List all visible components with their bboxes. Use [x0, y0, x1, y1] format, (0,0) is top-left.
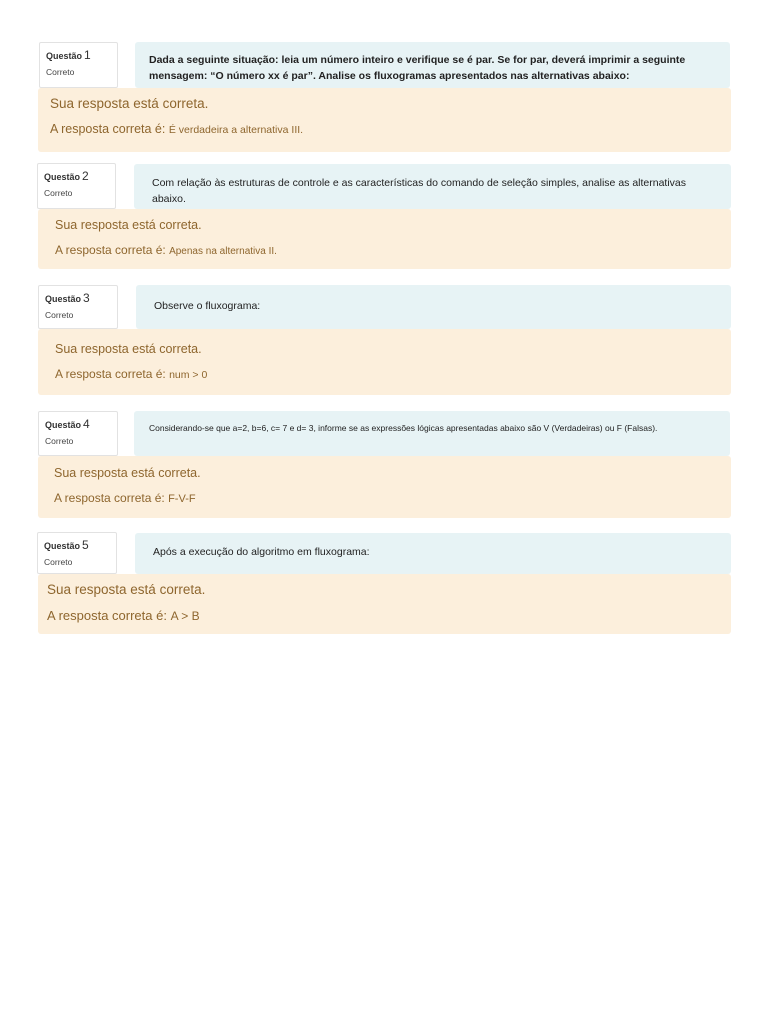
question-text [135, 533, 731, 574]
question-info [37, 163, 116, 209]
question-label: Questão [45, 420, 82, 430]
question-text-content: Após a execução do algoritmo em fluxograma: [153, 546, 370, 558]
question-number [45, 291, 111, 306]
right-answer-value: A > B [170, 609, 200, 623]
right-answer [47, 608, 200, 623]
question-number [45, 417, 111, 432]
right-answer-prefix: A resposta correta é: [55, 243, 166, 257]
question-number-value: 3 [83, 291, 90, 305]
right-answer-value: É verdadeira a alternativa III. [168, 124, 304, 136]
question-text-content: Com relação às estruturas de controle e as características do comando de seleção simples, analise as alternativas abaixo. [152, 177, 687, 205]
right-answer-value: Apenas na alternativa II. [169, 246, 277, 257]
feedback-box [38, 456, 731, 518]
question-text-content: Dada a seguinte situação: leia um número inteiro e verifique se é par. Se for par, deverá imprimir a seguinte mensagem: “O número xx é par”. Analise os fluxogramas apresentados nas alternativas abaixo: [149, 54, 686, 82]
question-text [134, 411, 730, 456]
question-number-value: 1 [84, 48, 91, 62]
question-state: Correto [46, 67, 75, 77]
right-answer-value: num > 0 [169, 369, 208, 381]
question-text [135, 42, 730, 88]
question-state: Correto [44, 557, 73, 567]
question-label: Questão [44, 541, 81, 551]
feedback-text: Sua resposta está correta. [55, 342, 202, 356]
question-state: Correto [45, 436, 74, 446]
question-label: Questão [45, 294, 82, 304]
question-info [39, 42, 118, 88]
feedback-text: Sua resposta está correta. [50, 96, 209, 111]
question-info [38, 411, 118, 456]
right-answer-prefix: A resposta correta é: [50, 122, 166, 136]
question-text-content: Observe o fluxograma: [154, 300, 261, 312]
feedback-text: Sua resposta está correta. [47, 582, 206, 597]
question-text [136, 285, 731, 329]
question-text [134, 164, 731, 209]
feedback-box [38, 209, 731, 269]
question-number [46, 48, 111, 63]
question-number [44, 538, 110, 553]
right-answer-prefix: A resposta correta é: [47, 608, 167, 623]
feedback-box [38, 88, 731, 152]
feedback-text: Sua resposta está correta. [54, 466, 201, 480]
question-info [38, 285, 118, 329]
question-number [44, 169, 109, 184]
feedback-box [38, 574, 731, 634]
right-answer-prefix: A resposta correta é: [54, 491, 165, 505]
question-label: Questão [44, 172, 81, 182]
question-number-value: 2 [82, 169, 89, 183]
right-answer [54, 491, 196, 505]
question-state: Correto [45, 310, 74, 320]
feedback-text: Sua resposta está correta. [55, 218, 202, 232]
question-text-content: Considerando-se que a=2, b=6, c= 7 e d= 3, informe se as expressões lógicas apresentadas abaixo são V (Verdadeiras) ou F (Falsas). [149, 423, 658, 433]
question-info [37, 532, 117, 574]
question-state: Correto [44, 188, 73, 198]
question-number-value: 5 [82, 538, 89, 552]
feedback-box [38, 329, 731, 395]
right-answer-value: F-V-F [168, 493, 196, 505]
right-answer [55, 243, 277, 257]
right-answer-prefix: A resposta correta é: [55, 367, 166, 381]
right-answer [55, 367, 207, 381]
right-answer [50, 122, 303, 136]
question-label: Questão [46, 51, 83, 61]
question-number-value: 4 [83, 417, 90, 431]
